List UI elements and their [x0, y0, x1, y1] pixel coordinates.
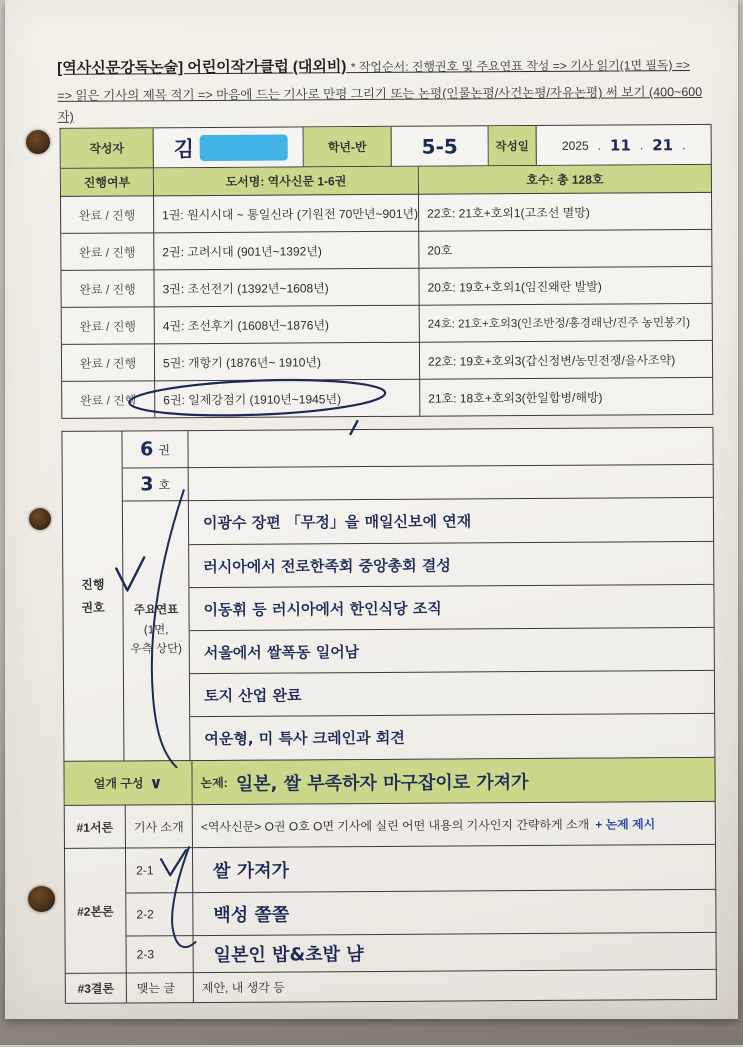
book-issues: 20호: 19호+호외1(임진왜란 발발): [419, 267, 712, 306]
label-line: 권호: [81, 600, 105, 615]
body-sub-label: 2-1: [126, 848, 193, 893]
topic-label: 논제:: [200, 775, 228, 791]
header-instructions: => 읽은 기사의 제목 적기 => 마음에 드는 기사로 만평 그리기 또는 논평(인물논평/사건논평/자유논평) 써 보기 (400~600자): [57, 85, 703, 124]
issue-suffix: 호: [158, 477, 171, 492]
progress-label: 진행여부: [61, 168, 154, 197]
body-sub-label: 2-2: [126, 893, 193, 936]
grade-handwritten: 5-5: [421, 133, 458, 159]
book-status: 완료 / 진행: [62, 344, 155, 382]
conclusion-row: [66, 970, 717, 1004]
book-title: 4권: 조선후기 (1608년~1876년): [155, 306, 420, 345]
grade-label: 학년-반: [304, 127, 392, 168]
body-rows: [65, 845, 717, 974]
book-title: 3권: 조선전기 (1392년~1608년): [154, 269, 419, 308]
date-label: 작성일: [489, 126, 537, 166]
work-order-note: * 작업순서: 진행권호 및 주요연표 작성 => 기사 읽기(1면 필독) =>: [350, 58, 690, 75]
date-day-handwritten: 21: [652, 135, 674, 154]
topic-cell: [192, 758, 715, 805]
book-title: 5권: 개항기 (1876년~ 1910년): [155, 343, 420, 382]
timeline-entry: 러시아에서 전로한족회 중앙총회 결성: [189, 542, 714, 588]
timeline-entry: 서울에서 쌀폭동 일어남: [190, 628, 715, 674]
book-title: 1권: 원시시대 ~ 통일신라 (기원전 70만년~901년): [154, 195, 419, 234]
header: [57, 52, 712, 128]
timeline-table: [61, 427, 715, 762]
intro-sub-label: 기사 소개: [126, 805, 193, 848]
book-issues: 24호: 21호+호외3(인조반정/홍경래난/진주 농민봉기): [420, 304, 713, 343]
outline-table: [63, 757, 716, 1004]
empty-cell: [188, 428, 713, 468]
book-issues: 22호: 19호+호외3(갑신정변/농민전쟁/을사조약): [420, 341, 713, 380]
book-issues: 21호: 18호+호외3(한일합병/해방): [420, 378, 713, 417]
timeline-entry: 여운형, 미 특사 크레인과 회견: [190, 714, 715, 761]
grade-value-cell: [392, 126, 489, 167]
intro-row: [65, 802, 716, 849]
body-answer-handwritten: 쌀 가져가: [193, 845, 716, 893]
volume-issue-label: [62, 432, 124, 762]
book-status: 완료 / 진행: [61, 270, 154, 308]
book-issues: 20호: [419, 230, 712, 269]
intro-desc-cell: [193, 802, 716, 848]
frame-label: 얼개 구성: [93, 776, 144, 791]
timeline-entry: 토지 산업 완료: [190, 671, 715, 717]
punch-hole-icon: [26, 130, 50, 154]
book-row: [62, 341, 713, 382]
label-line: (1면,: [143, 623, 169, 637]
writer-row: [61, 125, 712, 169]
intro-desc-accent: + 논제 제시: [595, 816, 656, 832]
book-status: 완료 / 진행: [61, 196, 154, 234]
book-row: [61, 267, 712, 308]
issue-cell: [123, 468, 189, 501]
date-value-cell: [537, 125, 712, 166]
book-status: 완료 / 진행: [61, 233, 154, 271]
book-row: [62, 304, 713, 345]
conclusion-sub-label: 맺는 글: [127, 973, 194, 1003]
label-line: 우측 상단): [130, 643, 183, 656]
info-table: [60, 124, 714, 419]
date-month-handwritten: 11: [609, 135, 631, 155]
book-status: 완료 / 진행: [62, 307, 155, 345]
body-section-label: #2본론: [65, 849, 127, 974]
body-sub-label: 2-3: [127, 936, 194, 973]
book-title-label: 도서명: 역사신문 1-6권: [154, 167, 419, 197]
intro-desc: <역사신문> O권 O호 O면 기사에 실린 어떤 내용의 기사인지 간략하게 소개: [200, 817, 590, 834]
label-line: 주요연표: [133, 604, 179, 617]
date-dot: .: [597, 138, 602, 153]
timeline-entry: 이광수 장편 「무정」을 매일신보에 연재: [189, 498, 714, 545]
volume-cell: [122, 431, 188, 468]
page-title: [역사신문강독논술] 어린이작가클럽 (대외비): [57, 58, 347, 77]
issue-handwritten: 3: [140, 473, 154, 496]
timeline-entry: 이동휘 등 러시아에서 한인식당 조직: [189, 585, 714, 631]
book-title: 6권: 일제강점기 (1910년~1945년): [155, 380, 420, 419]
date-dot: .: [639, 137, 644, 152]
date-year: 2025: [561, 138, 589, 153]
empty-cell: [189, 465, 714, 501]
intro-section-label: #1서론: [65, 806, 126, 849]
body-answer-handwritten: 백성 쫄쫄: [193, 890, 716, 936]
issues-total-label: 호수: 총 128호: [419, 165, 712, 195]
progress-header-row: [61, 165, 712, 197]
frame-checkmark: ∨: [149, 773, 163, 793]
writer-handwritten: 김: [173, 136, 195, 161]
book-row: [61, 230, 712, 271]
conclusion-section-label: #3결론: [66, 974, 127, 1004]
label-line: 진행: [81, 577, 105, 592]
book-row: [61, 193, 712, 234]
book-status: 완료 / 진행: [62, 381, 155, 419]
volume-suffix: 권: [158, 442, 171, 457]
volume-handwritten: 6: [140, 438, 154, 461]
topic-handwritten: 일본, 쌀 부족하자 마구잡이로 가져가: [235, 771, 529, 795]
writer-label: 작성자: [61, 128, 154, 169]
punch-hole-icon: [29, 508, 51, 530]
body-answer-handwritten: 일본인 밥&초밥 냠: [194, 933, 717, 973]
book-title: 2권: 고려시대 (901년~1392년): [154, 232, 419, 271]
book-row-circled: [62, 378, 713, 419]
frame-label-cell: [64, 761, 192, 806]
punch-hole-icon: [28, 886, 55, 912]
writer-value-cell: [154, 127, 304, 168]
conclusion-desc: 제안, 내 생각 등: [194, 970, 717, 1003]
name-redaction: [200, 134, 288, 161]
timeline-label: [123, 501, 191, 761]
date-dot: .: [682, 137, 686, 152]
book-issues: 22호: 21호+호외1(고조선 멸망): [419, 193, 712, 232]
outline-header-row: [64, 758, 715, 806]
